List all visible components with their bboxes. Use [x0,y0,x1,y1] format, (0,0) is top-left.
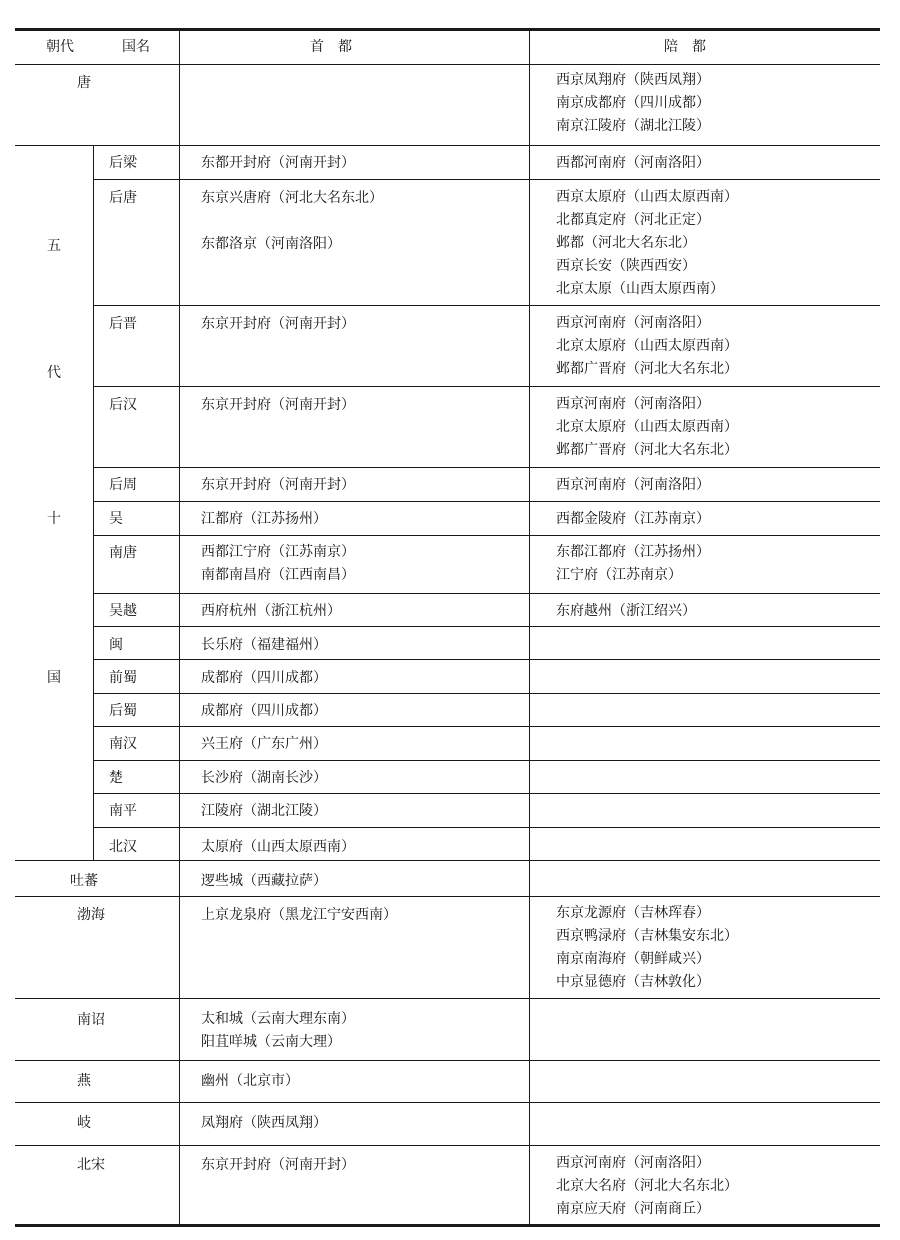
row-rule [93,659,880,660]
secondary-line: 北京大名府（河北大名东北） [556,1178,738,1194]
row-rule [15,145,880,146]
secondary-line: 西京河南府（河南洛阳） [556,315,710,331]
capital-cell: 成都府（四川成都） [201,670,327,686]
capital-cell: 东京兴唐府（河北大名东北） [201,190,383,206]
secondary-line: 东京龙源府（吉林珲春） [556,905,710,921]
capital-cell [201,1008,355,1054]
row-rule [93,305,880,306]
capital-cell [201,541,355,587]
secondary-cell: 西都金陵府（江苏南京） [556,511,710,527]
row-rule [93,179,880,180]
secondary-line: 西京太原府（山西太原西南） [556,189,738,205]
column-rule-secondary [529,30,530,1225]
capital-cell: 东京开封府（河南开封） [201,316,355,332]
dynasty-name: 岐 [77,1115,91,1131]
row-rule [93,726,880,727]
row-rule [93,827,880,828]
capital-cell: 东京开封府（河南开封） [201,397,355,413]
row-rule [93,793,880,794]
column-rule-capital [179,30,180,1225]
row-rule [15,998,880,999]
capital-line: 西都江宁府（江苏南京） [201,544,355,560]
state-name: 闽 [109,637,123,653]
secondary-line: 南京南海府（朝鲜咸兴） [556,951,710,967]
dynasty-name: 吐蕃 [70,873,98,889]
state-name: 南汉 [109,736,137,752]
table-bottom-rule [15,1224,880,1227]
row-rule [15,1145,880,1146]
row-rule [15,896,880,897]
table-top-rule [15,28,880,31]
state-name: 后晋 [109,316,137,332]
capital-line: 南都南昌府（江西南昌） [201,567,355,583]
secondary-cell: 西京河南府（河南洛阳） [556,477,710,493]
capital-cell: 东都开封府（河南开封） [201,155,355,171]
capital-line: 太和城（云南大理东南） [201,1011,355,1027]
header-state: 国名 [122,39,150,55]
header-dynasty: 朝代 [46,39,74,55]
state-name: 南唐 [109,545,137,561]
secondary-cell [556,902,738,994]
dynasty-name: 南诏 [77,1012,105,1028]
capital-cell: 东京开封府（河南开封） [201,1157,355,1173]
capital-cell: 江都府（江苏扬州） [201,511,327,527]
dynasty-name: 渤海 [77,907,105,923]
state-name: 南平 [109,803,137,819]
row-rule [93,386,880,387]
header-secondary: 陪 都 [664,39,706,55]
group-char-shi: 十 [47,511,61,527]
capital-cell: 长乐府（福建福州） [201,637,327,653]
secondary-line: 西京河南府（河南洛阳） [556,1155,710,1171]
secondary-cell [556,1152,738,1221]
group-char-wu: 五 [47,238,61,254]
tang-secondary [556,69,710,138]
state-name: 吴越 [109,603,137,619]
group-char-guo: 国 [47,670,61,686]
state-name: 后梁 [109,155,137,171]
header-rule [15,64,880,65]
secondary-line: 北都真定府（河北正定） [556,212,710,228]
dynasty-name: 燕 [77,1073,91,1089]
capital-cell: 幽州（北京市） [201,1073,299,1089]
state-name: 后汉 [109,397,137,413]
secondary-line: 北京太原府（山西太原西南） [556,338,738,354]
capital-cell: 西府杭州（浙江杭州） [201,603,341,619]
row-rule [93,693,880,694]
row-rule [15,860,880,861]
secondary-line: 东都江都府（江苏扬州） [556,544,710,560]
state-name: 前蜀 [109,670,137,686]
row-rule [93,593,880,594]
dynasty-name: 北宋 [77,1157,105,1173]
row-rule [93,535,880,536]
secondary-line: 西京凤翔府（陕西凤翔） [556,72,710,88]
secondary-cell: 东府越州（浙江绍兴） [556,603,696,619]
capital-cell: 江陵府（湖北江陵） [201,803,327,819]
state-name: 北汉 [109,839,137,855]
row-rule [15,1102,880,1103]
secondary-line: 南京成都府（四川成都） [556,95,710,111]
secondary-line: 西京河南府（河南洛阳） [556,396,710,412]
state-name: 后蜀 [109,703,137,719]
capital-cell: 长沙府（湖南长沙） [201,770,327,786]
secondary-cell [556,541,710,587]
secondary-cell [556,393,738,462]
secondary-line: 南京江陵府（湖北江陵） [556,118,710,134]
header-capital: 首 都 [310,39,352,55]
capital-cell: 逻些城（西藏拉萨） [201,873,327,889]
capital-cell: 东京开封府（河南开封） [201,477,355,493]
secondary-line: 南京应天府（河南商丘） [556,1201,710,1217]
secondary-line: 北京太原（山西太原西南） [556,281,724,297]
group-char-dai: 代 [47,365,61,381]
row-rule [93,501,880,502]
secondary-line: 中京显德府（吉林敦化） [556,974,710,990]
secondary-line: 邺都（河北大名东北） [556,235,696,251]
secondary-cell: 西都河南府（河南洛阳） [556,155,710,171]
secondary-line: 北京太原府（山西太原西南） [556,419,738,435]
capital-cell: 兴王府（广东广州） [201,736,327,752]
secondary-line: 邺都广晋府（河北大名东北） [556,442,738,458]
secondary-line: 西京鸭渌府（吉林集安东北） [556,928,738,944]
secondary-cell [556,312,738,381]
secondary-line: 西京长安（陕西西安） [556,258,696,274]
secondary-cell [556,186,738,301]
secondary-line: 江宁府（江苏南京） [556,567,682,583]
state-name: 楚 [109,770,123,786]
capital-cell: 太原府（山西太原西南） [201,839,355,855]
capital-line: 阳苴咩城（云南大理） [201,1034,341,1050]
dynasty-tang: 唐 [77,75,91,91]
row-rule [93,760,880,761]
capital-cell: 上京龙泉府（黑龙江宁安西南） [201,907,397,923]
row-rule [15,1060,880,1061]
capital-cell: 成都府（四川成都） [201,703,327,719]
secondary-line: 邺都广晋府（河北大名东北） [556,361,738,377]
capital-cell: 凤翔府（陕西凤翔） [201,1115,327,1131]
capital-cell: 东都洛京（河南洛阳） [201,236,341,252]
state-name: 后周 [109,477,137,493]
column-rule-state [93,145,94,860]
state-name: 后唐 [109,190,137,206]
row-rule [93,467,880,468]
row-rule [93,626,880,627]
state-name: 吴 [109,511,123,527]
